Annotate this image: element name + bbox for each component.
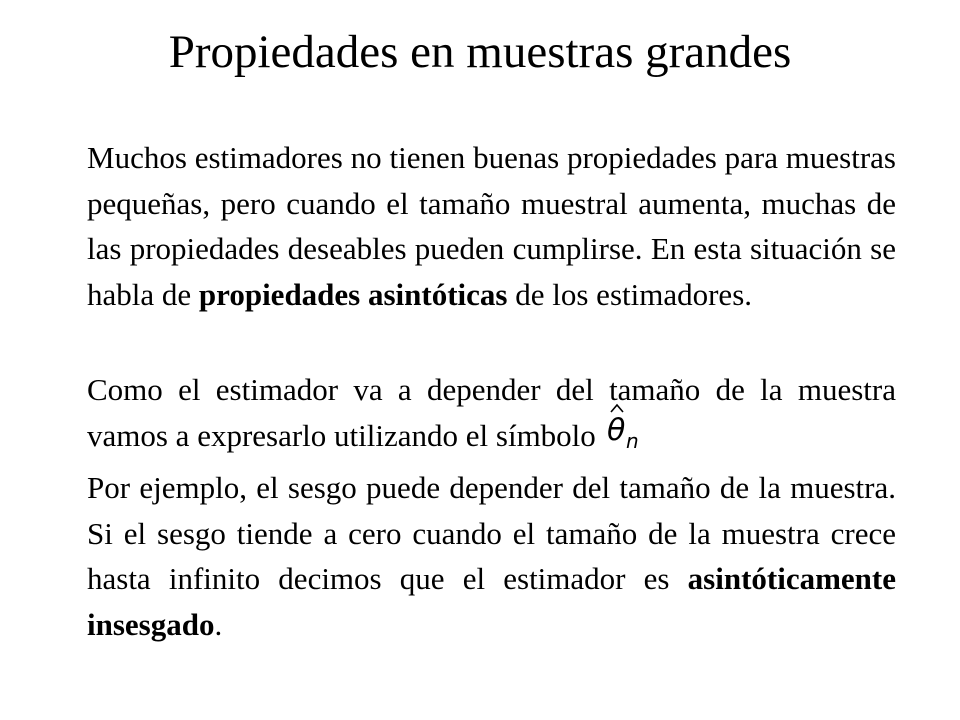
paragraph-text: Como el estimador va a depender del tamaño de la muestra vamos a expresarlo utilizando el símbolo bbox=[87, 372, 896, 453]
theta-glyph: θ bbox=[606, 412, 626, 448]
paragraph-text: . bbox=[214, 606, 223, 642]
paragraph-text: Muchos estimadores no tienen buenas propiedades para muestras pequeñas, pero cuando el tamaño muestral aumenta, muchas de las propiedades deseables pueden cumplirse. En esta situación se habla de bbox=[87, 140, 896, 312]
paragraph-estimator-notation bbox=[87, 367, 896, 458]
theta-hat-n-symbol bbox=[606, 412, 640, 453]
paragraph-text: Por ejemplo, el sesgo puede depender del tamaño de la muestra. Si el sesgo tiende a cero cuando el tamaño de la muestra crece hasta infinito decimos que el estimador es bbox=[87, 470, 896, 596]
slide-title: Propiedades en muestras grandes bbox=[168, 26, 792, 78]
bold-term-asymptotic-properties: propiedades asintóticas bbox=[198, 276, 508, 312]
paragraph-text: de los estimadores. bbox=[507, 276, 753, 312]
bold-term-asymptotically-unbiased: asintóticamente insesgado bbox=[87, 561, 896, 642]
paragraph-bias-example bbox=[87, 465, 896, 647]
theta-hat-n-icon bbox=[606, 402, 640, 452]
subscript-n: n bbox=[625, 428, 639, 453]
paragraph-asymptotic-properties bbox=[87, 135, 896, 317]
